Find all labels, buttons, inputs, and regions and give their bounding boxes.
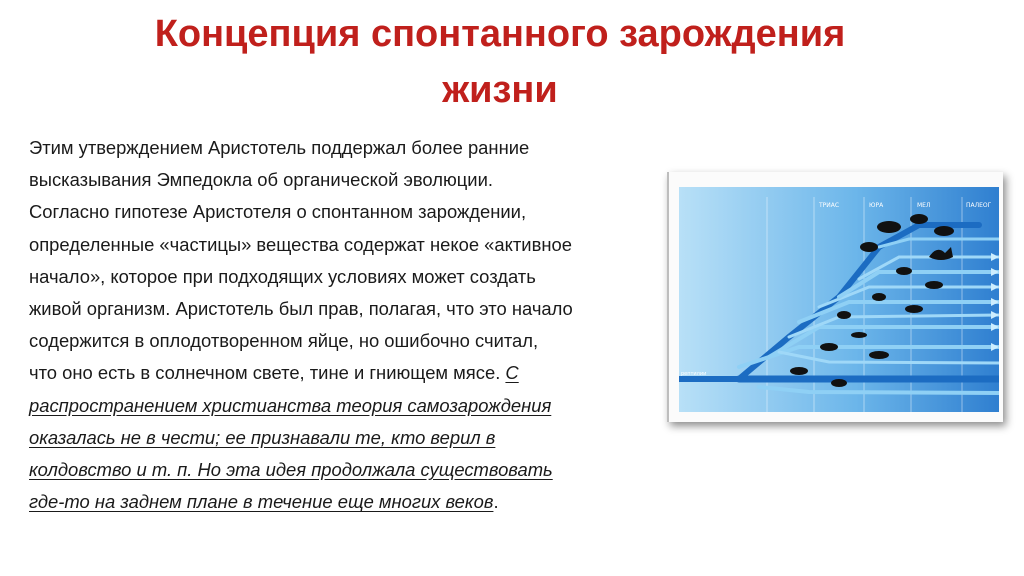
reptile-evolution-diagram — [679, 187, 999, 412]
period-label: ЮРА — [869, 202, 884, 209]
period-label: МЕЛ — [917, 202, 931, 209]
title-line-2: жизни — [442, 69, 558, 111]
italic-line: колдовство и т. п. Но эта идея продолжала существовать — [29, 459, 553, 481]
paragraph-text: что оно есть в солнечном свете, тине и гниющем мясе. — [29, 362, 506, 384]
italic-line: оказалась не в чести; ее признавали те, кто верил в — [29, 426, 496, 448]
paragraph-line: определенные «частицы» вещества содержат некое «активное — [29, 233, 572, 255]
slide-title — [60, 6, 940, 118]
paragraph-line: высказывания Эмпедокла об органической эволюции. — [29, 169, 493, 191]
root-label: рептилии — [681, 371, 707, 377]
paragraph-text: . — [493, 491, 499, 513]
paragraph-line — [29, 486, 654, 518]
period-label: ТРИАС — [819, 202, 840, 209]
italic-line: распространением христианства теория самозарождения — [29, 394, 552, 416]
paragraph-line: Этим утверждением Аристотель поддержал более ранние — [29, 137, 530, 158]
paragraph-line: Согласно гипотезе Аристотеля о спонтанном зарождении, — [29, 201, 527, 223]
paragraph-line — [29, 357, 654, 389]
italic-quote-start: С — [505, 362, 519, 384]
paragraph-line: живой организм. Аристотель был прав, полагая, что это начало — [29, 298, 573, 320]
title-line-1: Концепция спонтанного зарождения — [154, 13, 846, 55]
paragraph-line: содержится в оплодотворенном яйце, но ошибочно считал, — [29, 330, 539, 352]
italic-quote-end: где-то на заднем плане в течение еще многих веков — [29, 491, 494, 513]
period-label: ПАЛЕОГ — [966, 202, 992, 209]
paragraph-line: начало», которое при подходящих условиях может создать — [29, 265, 536, 287]
body-paragraph — [29, 132, 654, 518]
evolution-tree-figure — [667, 172, 1003, 422]
